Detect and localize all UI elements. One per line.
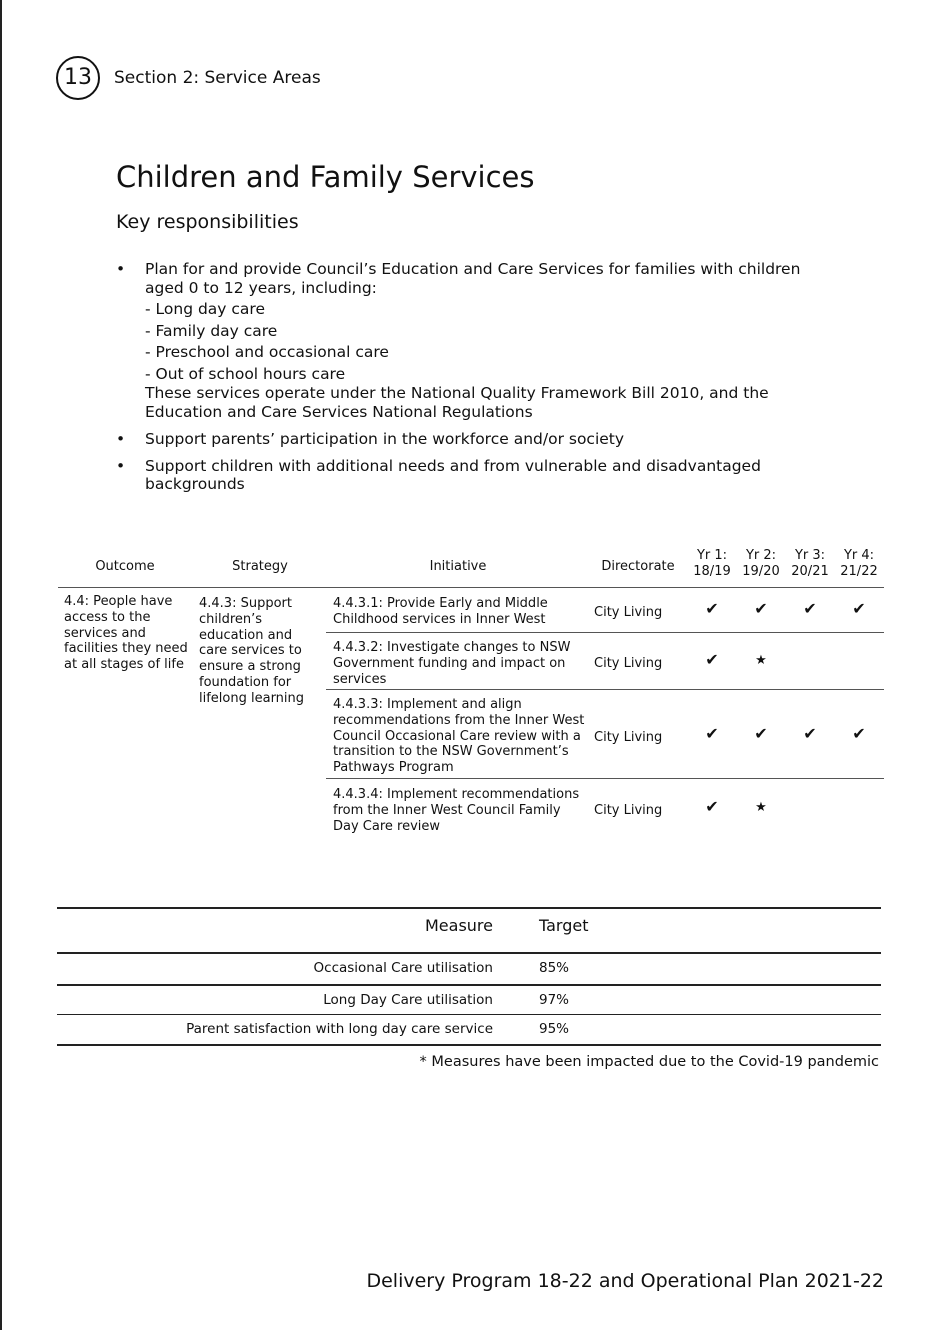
- check-icon: ✔: [705, 797, 719, 816]
- row-divider: [326, 632, 884, 633]
- col-header-label: 20/21: [791, 564, 829, 579]
- page-number-badge: 13: [56, 56, 100, 100]
- check-icon: ✔: [705, 650, 719, 669]
- row-divider: [57, 984, 881, 986]
- col-header-initiative: [328, 559, 588, 599]
- col-header-yr3: [785, 548, 835, 588]
- measure-label: Parent satisfaction with long day care service: [186, 1021, 493, 1037]
- initiative-cell: 4.4.3.4: Implement recommendations from the Inner West Council Family Day Care review: [333, 787, 580, 834]
- target-value: 97%: [539, 992, 570, 1008]
- star-icon: ★: [755, 653, 767, 668]
- list-item-text: Support children with additional needs and from vulnerable and disadvantaged backgrounds: [145, 456, 761, 493]
- section-subtitle: Key responsibilities: [116, 211, 299, 233]
- sub-item: - Long day care: [145, 300, 265, 318]
- target-value: 85%: [539, 960, 570, 976]
- initiative-cell: 4.4.3.3: Implement and align recommendations from the Inner West Council Occasional Care review with a transition to the NSW Government’s Pathways Program: [333, 697, 585, 776]
- measure-label: Occasional Care utilisation: [313, 960, 493, 976]
- col-header-label: Initiative: [429, 559, 487, 574]
- list-item: [116, 260, 836, 421]
- initiative-cell: 4.4.3.2: Investigate changes to NSW Government funding and impact on services: [333, 640, 571, 687]
- check-icon: ✔: [754, 599, 768, 618]
- col-header-label: 19/20: [742, 564, 780, 579]
- list-item: [116, 457, 836, 494]
- bullet-icon: •: [116, 260, 126, 278]
- list-item: [116, 430, 836, 449]
- row-divider: [57, 1014, 881, 1015]
- col-header-yr2: [736, 548, 786, 588]
- strategy-cell: 4.4.3: Support children’s education and care services to ensure a strong foundation for lifelong learning: [199, 596, 305, 706]
- star-icon: ★: [755, 800, 767, 815]
- responsibilities-list: [116, 260, 836, 502]
- measure-label: Long Day Care utilisation: [323, 992, 493, 1008]
- page-title: Children and Family Services: [116, 160, 535, 194]
- col-header-label: Yr 4:: [843, 548, 875, 563]
- check-icon: ✔: [803, 599, 817, 618]
- directorate-cell: City Living: [594, 730, 663, 745]
- col-header-measure: Measure: [425, 916, 493, 935]
- bullet-icon: •: [116, 456, 126, 475]
- page-edge-rule: [0, 0, 2, 1330]
- list-item-text: Plan for and provide Council’s Education and Care Services for families with children aged 0 to 12 years, including:: [145, 260, 801, 297]
- col-header-label: Strategy: [232, 559, 288, 574]
- row-divider: [326, 689, 884, 690]
- footnote: * Measures have been impacted due to the Covid-19 pandemic: [419, 1054, 879, 1070]
- document-footer: Delivery Program 18-22 and Operational Plan 2021-22: [366, 1270, 884, 1292]
- col-header-label: Yr 3:: [794, 548, 826, 563]
- header-divider: [57, 952, 881, 954]
- table-top-rule: [57, 907, 881, 909]
- col-header-yr1: [687, 548, 737, 588]
- check-icon: ✔: [852, 724, 866, 743]
- header-divider: [58, 587, 884, 588]
- col-header-outcome: [58, 559, 192, 599]
- check-icon: ✔: [705, 599, 719, 618]
- col-header-label: Outcome: [95, 559, 155, 574]
- sub-item: - Family day care: [145, 321, 278, 340]
- list-item-text: Support parents’ participation in the workforce and/or society: [145, 430, 625, 448]
- table-bottom-rule: [57, 1044, 881, 1046]
- row-divider: [326, 778, 884, 779]
- target-value: 95%: [539, 1021, 570, 1037]
- bullet-icon: •: [116, 430, 126, 448]
- col-header-label: Yr 2:: [745, 548, 777, 563]
- list-item-note: These services operate under the National Quality Framework Bill 2010, and the Education and Care Services National Regulations: [145, 384, 769, 421]
- col-header-strategy: [194, 559, 326, 599]
- col-header-directorate: [590, 559, 686, 599]
- outcome-cell: 4.4: People have access to the services and facilities they need at all stages of life: [64, 594, 188, 673]
- check-icon: ✔: [852, 599, 866, 618]
- col-header-yr4: [834, 548, 884, 588]
- check-icon: ✔: [705, 724, 719, 743]
- initiative-cell: 4.4.3.1: Provide Early and Middle Childhood services in Inner West: [333, 596, 548, 627]
- col-header-target: Target: [539, 916, 589, 935]
- directorate-cell: City Living: [594, 656, 663, 671]
- col-header-label: Yr 1:: [696, 548, 728, 563]
- check-icon: ✔: [754, 724, 768, 743]
- section-label: Section 2: Service Areas: [114, 68, 321, 88]
- col-header-label: Directorate: [601, 559, 675, 574]
- directorate-cell: City Living: [594, 803, 663, 818]
- sub-item: - Out of school hours care: [145, 364, 346, 383]
- check-icon: ✔: [803, 724, 817, 743]
- col-header-label: 21/22: [840, 564, 878, 579]
- col-header-label: 18/19: [693, 564, 731, 579]
- sub-item: - Preschool and occasional care: [145, 343, 389, 361]
- directorate-cell: City Living: [594, 605, 663, 620]
